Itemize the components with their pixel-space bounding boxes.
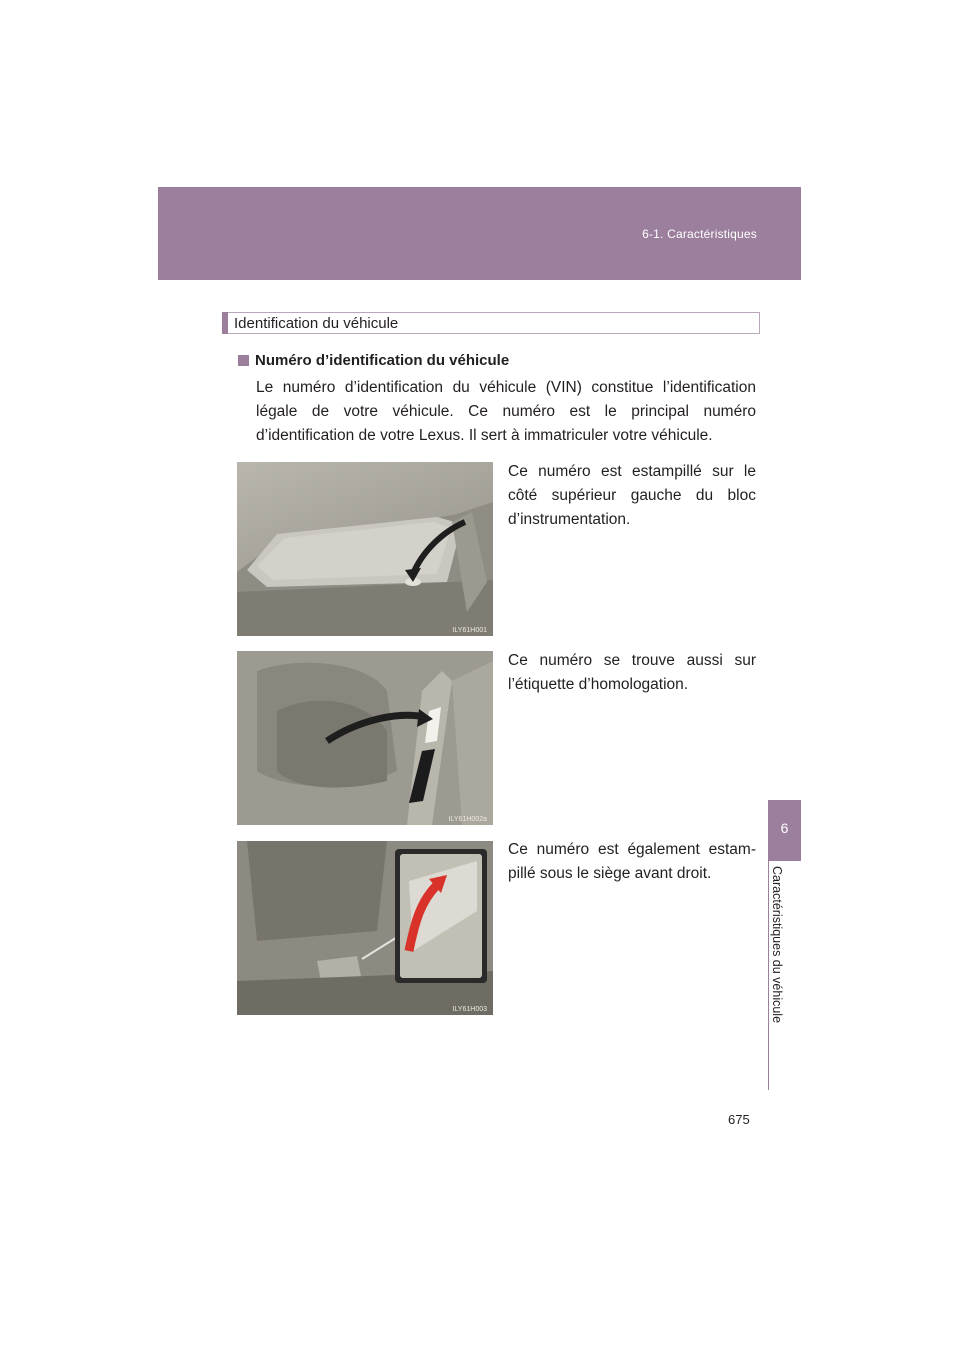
door-pillar-illustration [237, 651, 493, 825]
chapter-tab-label: Caractéristiques du véhicule [770, 866, 784, 1024]
dashboard-illustration [237, 462, 493, 636]
subsection-heading [238, 352, 509, 369]
figure-caption: Ce numéro se trouve aussi sur l’étiquette d’homologation. [508, 652, 756, 693]
figure-code: ILY61H001 [452, 627, 487, 634]
section-heading [222, 312, 760, 334]
figure-label-vin [237, 651, 493, 825]
square-bullet-icon [238, 355, 249, 366]
section-title: Identification du véhicule [234, 315, 399, 332]
figure-floor-vin [237, 841, 493, 1015]
figure-dashboard-vin [237, 462, 493, 636]
section-heading-marker [222, 312, 228, 334]
subsection-title: Numéro d’identification du véhicule [255, 352, 510, 369]
section-breadcrumb: 6-1. Caractéristiques [642, 227, 757, 241]
figure-code: ILY61H002a [448, 816, 487, 823]
figure-code: ILY61H003 [452, 1006, 487, 1013]
chapter-header [158, 187, 801, 280]
intro-paragraph: Le numéro d’identification du véhicule (VIN) constitue l’identification légale de votre véhicule. Ce numéro est le principal numéro d’identification de votre Lexus. Il sert à immatriculer votre véhicule. [256, 379, 756, 444]
page-number: 675 [728, 1112, 750, 1127]
floor-vin-illustration [237, 841, 493, 1015]
chapter-number: 6 [780, 820, 789, 836]
figure-caption: Ce numéro est estampillé sur le côté supérieur gauche du bloc d’instrumentation. [508, 463, 756, 528]
figure-caption: Ce numéro est également estam-pillé sous le siège avant droit. [508, 841, 756, 882]
